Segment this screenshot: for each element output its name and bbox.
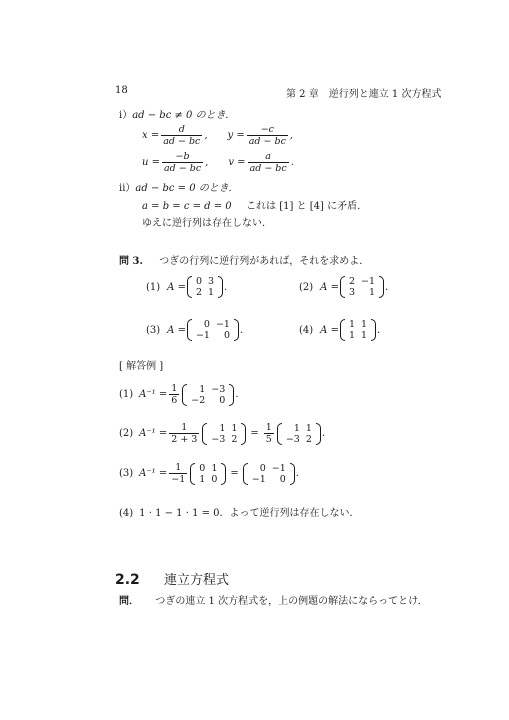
u-fraction: $\frac{-b}{ad - bc}$ [164, 151, 202, 174]
u-lhs: u = [142, 157, 160, 168]
problem3-item-3: (3) A = 0 −1 −1 0 . [146, 319, 244, 341]
y-fraction: $\frac{-c}{ad - bc}$ [248, 124, 286, 147]
answer-1: (1) A⁻¹ = $\frac{1}{6}$ 1 −3 −2 0 . [119, 383, 239, 406]
matrix: 0 1 1 0 [190, 463, 226, 485]
answer-4: (4) 1 · 1 − 1 · 1 = 0．よって逆行列は存在しない． [119, 508, 360, 519]
matrix: 0 3 2 1 [187, 276, 223, 298]
fraction: $\frac{1}{6}$ [171, 383, 178, 406]
v-fraction: $\frac{a}{ad - bc}$ [249, 151, 287, 174]
section-title: 連立方程式 [164, 573, 230, 588]
matrix: 1 −3 −2 0 [182, 384, 234, 406]
case-ii-conclusion: ゆえに逆行列は存在しない． [142, 218, 272, 229]
case-i-condition: ad − bc ≠ 0 のとき． [132, 110, 236, 121]
case-ii-equation-line [142, 201, 367, 213]
x-lhs: x = [142, 130, 160, 141]
answer-3: (3) A⁻¹ = $\frac{1}{-1}$ 0 1 1 0 = 0 −1 −1 0 . [119, 462, 299, 485]
matrix: 1 1 −3 2 [277, 423, 321, 445]
fraction: $\frac{1}{-1}$ [171, 462, 186, 485]
section-heading [115, 569, 229, 588]
running-header: 第 2 章 逆行列と連立 1 次方程式 [286, 89, 442, 100]
matrix: 0 −1 −1 0 [187, 319, 239, 341]
matrix: 2 −1 3 1 [340, 276, 384, 298]
answers-heading: [ 解答例 ] [119, 361, 164, 372]
fraction: $\frac{1}{2 + 3}$ [171, 422, 198, 445]
section-number: 2.2 [115, 572, 140, 588]
section-problem-label: 問． [119, 596, 139, 607]
matrix: 1 1 1 1 [340, 319, 376, 341]
problem3-heading [119, 256, 369, 268]
eq-x-y: x = $\frac{d}{ad - bc}$ , y = $\frac{-c}{ad - bc}$ , [142, 124, 294, 147]
x-fraction: $\frac{d}{ad - bc}$ [163, 124, 201, 147]
problem3-label: 問 3. [119, 256, 143, 267]
problem3-text: つぎの行列に逆行列があれば，それを求めよ． [159, 256, 370, 267]
y-lhs: y = [227, 130, 245, 141]
v-lhs: v = [228, 157, 246, 168]
page-number: 18 [115, 85, 128, 96]
fraction: $\frac{1}{5}$ [265, 422, 272, 445]
section-problem [119, 596, 428, 608]
case-i-label: i）ad − bc ≠ 0 のとき． [119, 110, 236, 121]
matrix: 1 1 −3 2 [202, 423, 246, 445]
case-ii-equation: a = b = c = d = 0 [142, 201, 232, 212]
problem3-item-1: (1) A = 0 3 2 1 . [146, 276, 228, 298]
eq-u-v: u = $\frac{-b}{ad - bc}$ , v = $\frac{a}{ad - bc}$ . [142, 151, 294, 174]
section-problem-text: つぎの連立 1 次方程式を，上の例題の解法にならってとけ． [155, 596, 428, 607]
answer-2: (2) A⁻¹ = $\frac{1}{2 + 3}$ 1 1 −3 2 = $\frac{1}{5}$ 1 1 −3 2 . [119, 422, 326, 445]
problem3-item-2: (2) A = 2 −1 3 1 . [299, 276, 389, 298]
problem3-item-4: (4) A = 1 1 1 1 . [299, 319, 381, 341]
case-ii-label: ii）ad − bc = 0 のとき． [119, 183, 239, 194]
case-ii-contradiction: これは [1] と [4] に矛盾． [246, 201, 368, 212]
matrix: 0 −1 −1 0 [243, 463, 295, 485]
case-ii-condition: ad − bc = 0 のとき． [135, 183, 239, 194]
